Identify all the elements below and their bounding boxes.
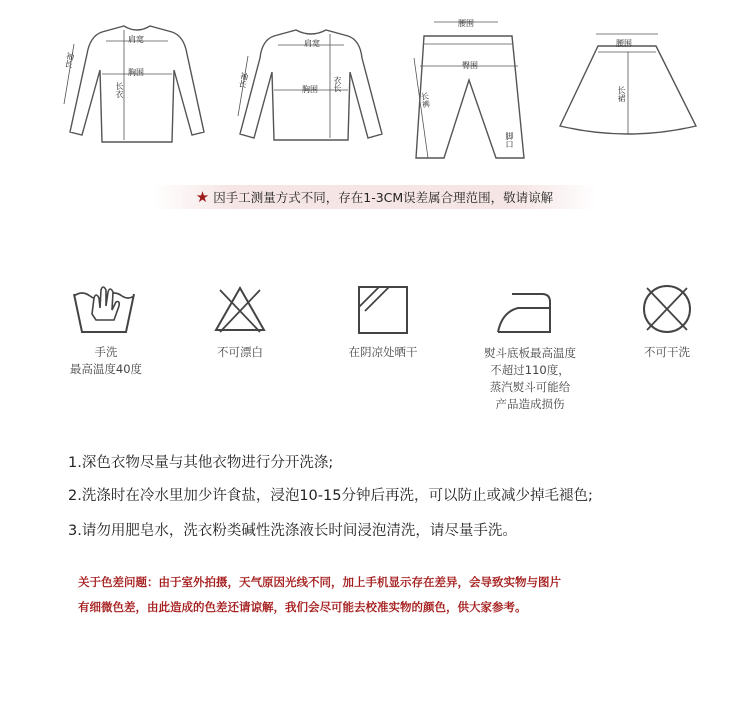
top-diagram-1 bbox=[62, 22, 212, 147]
hand-wash-icon bbox=[72, 284, 136, 340]
care-text-shade-dry bbox=[328, 344, 438, 361]
length-label: 长裤 bbox=[419, 91, 432, 109]
care-line: 产品造成损伤 bbox=[495, 397, 565, 411]
waist-label: 腰围 bbox=[616, 39, 632, 48]
length-label: 长衣 bbox=[115, 82, 124, 98]
care-line: 在阴凉处晒干 bbox=[348, 345, 418, 359]
care-line: 熨斗底板最高温度 bbox=[484, 346, 576, 360]
color-note-line: 关于色差问题：由于室外拍摄，天气原因光线不同，加上手机显示存在差异，会导致实物与图片 bbox=[78, 575, 561, 589]
care-line: 不可漂白 bbox=[217, 345, 263, 359]
care-line: 不超过110度， bbox=[490, 363, 570, 377]
chest-label: 胸围 bbox=[302, 85, 318, 94]
hip-label: 臀围 bbox=[462, 61, 478, 70]
care-text-no-dry-clean bbox=[626, 344, 708, 361]
skirt-diagram bbox=[558, 30, 698, 155]
waist-label: 腰围 bbox=[458, 19, 474, 28]
washing-tip-3: 3.请勿用肥皂水，洗衣粉类碱性洗涤液长时间浸泡清洗，请尽量手洗。 bbox=[68, 523, 517, 539]
pants-diagram bbox=[412, 18, 532, 163]
star-icon: ★ bbox=[195, 188, 210, 206]
shade-dry-icon bbox=[357, 285, 409, 339]
length-label: 衣长 bbox=[333, 76, 342, 92]
no-bleach-icon bbox=[212, 284, 268, 338]
care-line: 蒸汽熨斗可能给 bbox=[489, 380, 571, 394]
care-line: 不可干洗 bbox=[644, 345, 690, 359]
care-text-hand-wash bbox=[58, 344, 154, 378]
color-difference-note bbox=[78, 570, 561, 620]
shoulder-label: 肩宽 bbox=[128, 35, 144, 44]
hem-label: 脚口 bbox=[505, 132, 514, 148]
washing-tip-1: 1.深色衣物尽量与其他衣物进行分开洗涤; bbox=[68, 455, 334, 471]
length-label: 长裙 bbox=[617, 86, 626, 102]
care-line: 最高温度40度 bbox=[69, 362, 143, 376]
color-note-line: 有细微色差，由此造成的色差还请谅解，我们会尽可能去校准实物的颜色，供大家参考。 bbox=[78, 600, 527, 614]
care-text-iron bbox=[466, 345, 594, 413]
iron-icon bbox=[492, 286, 556, 340]
sleeve-label: 袖长 bbox=[237, 71, 250, 89]
care-line: 手洗 bbox=[94, 345, 118, 359]
top-diagram-2 bbox=[236, 26, 386, 146]
measurement-note-text: 因手工测量方式不同，存在1-3CM误差属合理范围，敬请谅解 bbox=[213, 190, 554, 205]
chest-label: 胸围 bbox=[128, 68, 144, 77]
measurement-note bbox=[152, 185, 597, 209]
no-dry-clean-icon bbox=[639, 282, 695, 340]
washing-tip-2: 2.洗涤时在冷水里加少许食盐，浸泡10-15分钟后再洗，可以防止或减少掉毛褪色; bbox=[68, 488, 593, 504]
sleeve-label: 袖长 bbox=[63, 51, 76, 69]
care-text-no-bleach bbox=[196, 344, 284, 361]
shoulder-label: 肩宽 bbox=[304, 39, 320, 48]
